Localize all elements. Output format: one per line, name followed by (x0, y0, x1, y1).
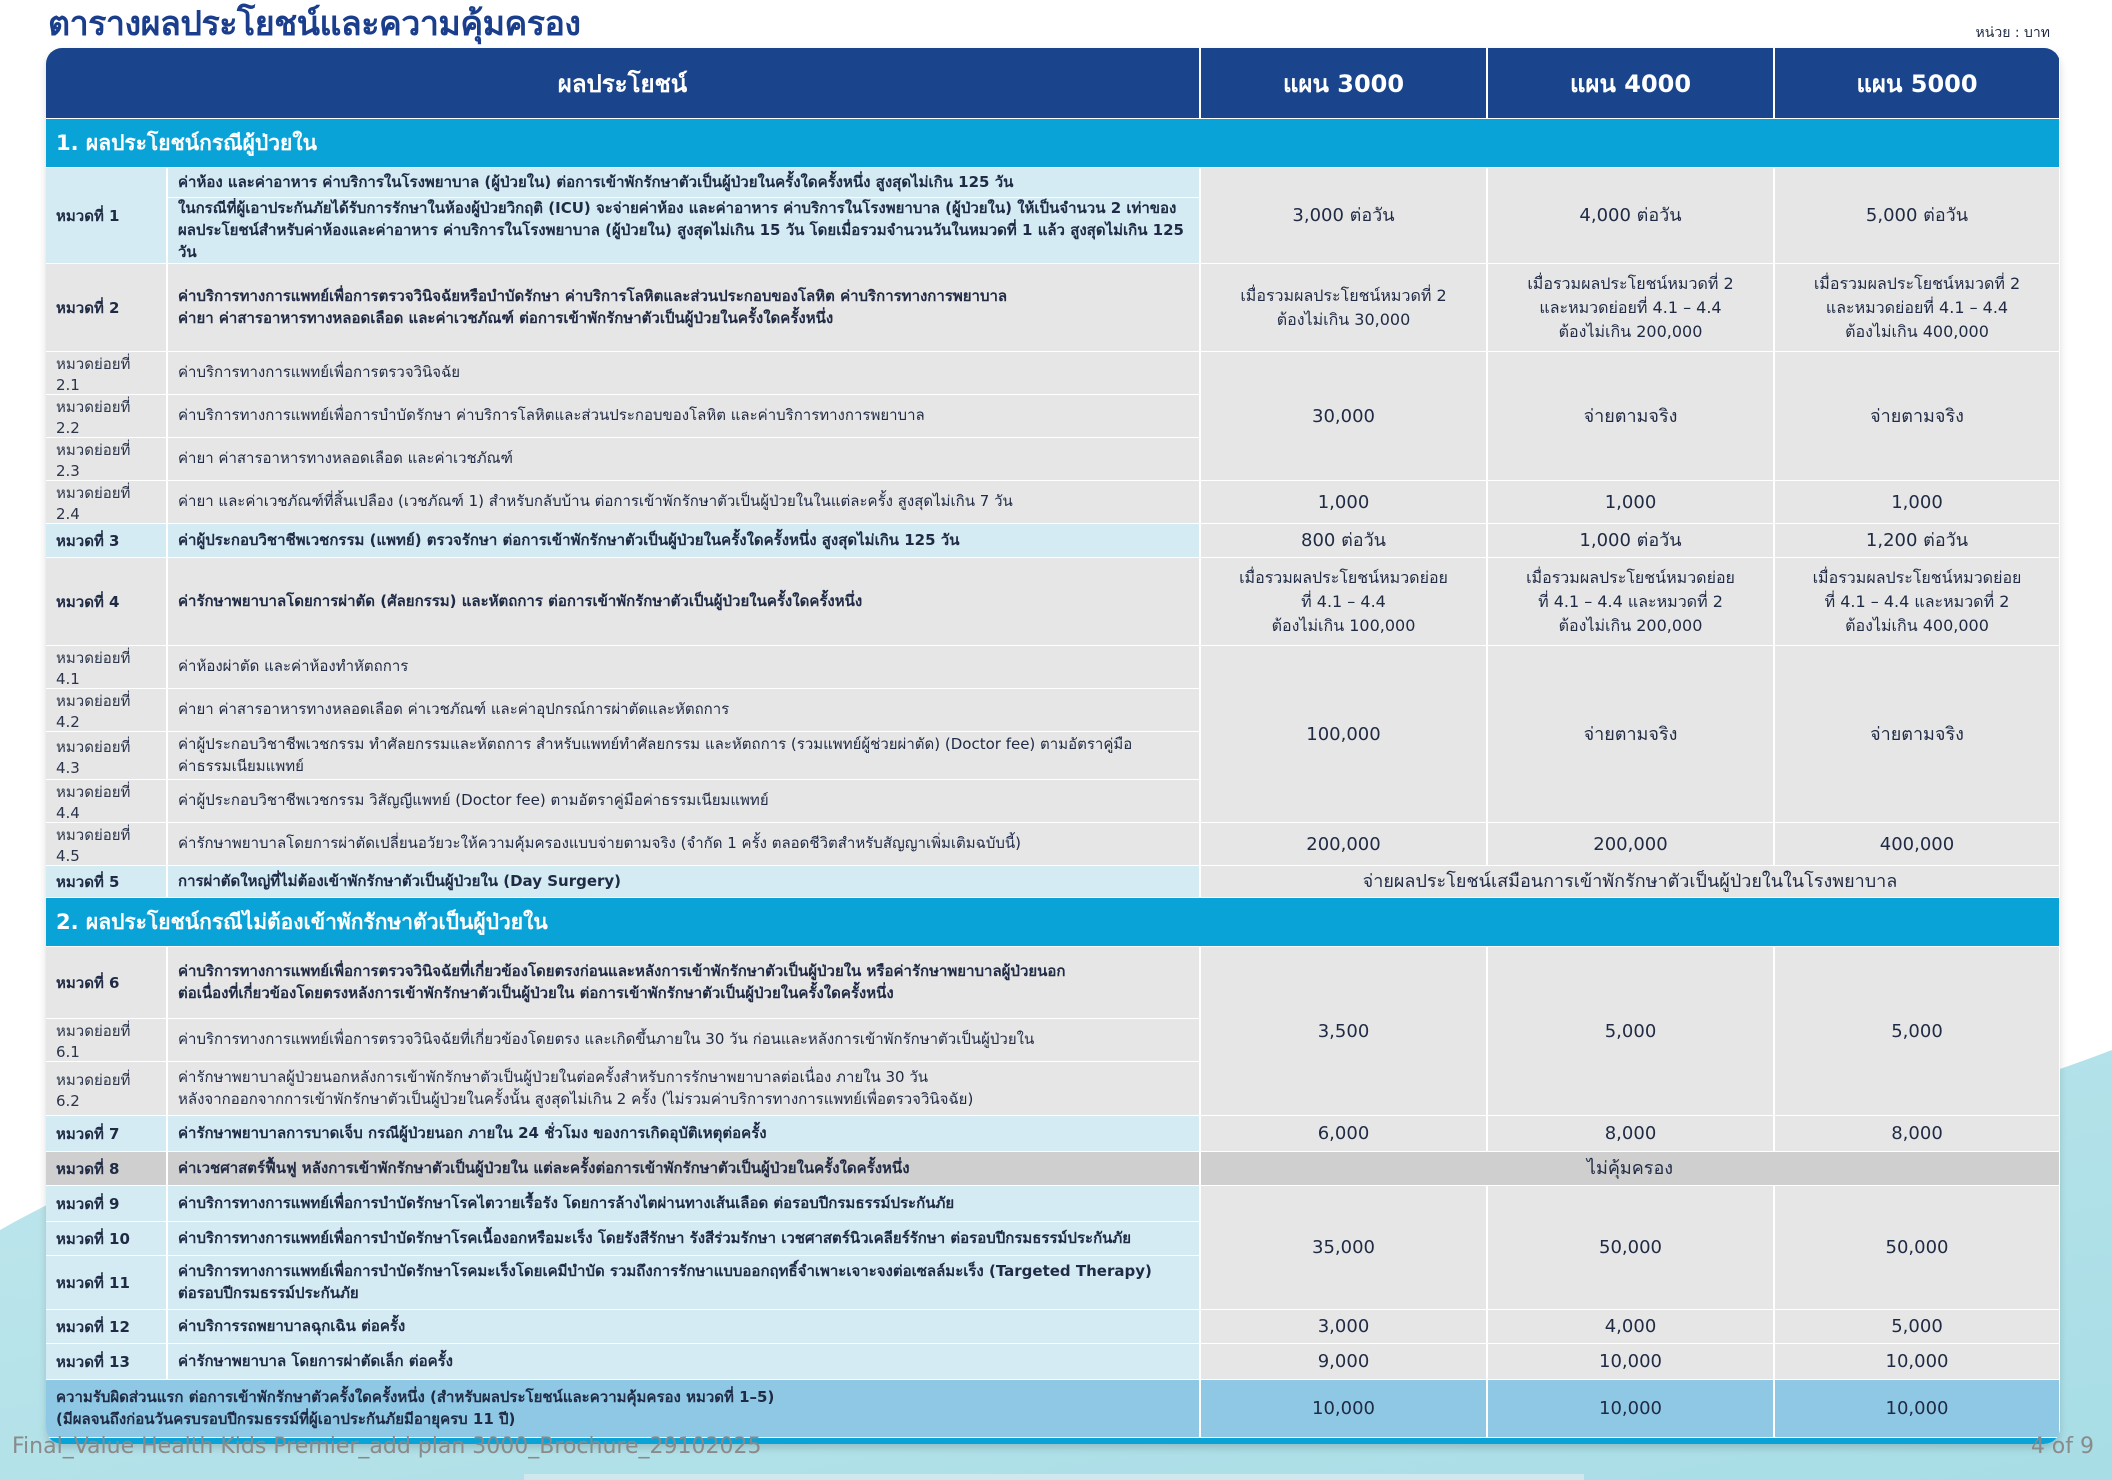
header-plan-4000: แผน 4000 (1487, 48, 1774, 119)
category-label: หมวดที่ 9 (46, 1186, 167, 1222)
category-label: หมวดที่ 4 (46, 558, 167, 646)
row-description-line: ผลประโยชน์สำหรับค่าห้องและค่าอาหาร ค่าบริการในโรงพยาบาล (ผู้ป่วยใน) สูงสุดไม่เกิน 15 วัน โดยเมื่อรวมจำนวนวันในหมวดที่ 1 แล้ว สูงสุดไม่เกิน 125 วัน (178, 220, 1184, 261)
table-row (46, 947, 2060, 1019)
page-indicator: 4 of 9 (2030, 1434, 2094, 1459)
value-line: และหมวดย่อยที่ 4.1 – 4.4 (1825, 297, 2009, 317)
row-description: ค่ารักษาพยาบาล โดยการผ่าตัดเล็ก ต่อครั้ง (167, 1344, 1200, 1380)
row-description: ค่ารักษาพยาบาลโดยการผ่าตัดเปลี่ยนอวัยวะให้ความคุ้มครองแบบจ่ายตามจริง (จำกัด 1 ครั้ง ตลอดชีวิตสำหรับสัญญาเพิ่มเติมฉบับนี้) (167, 823, 1200, 866)
table-row (46, 352, 2060, 395)
value-line: ที่ 4.1 – 4.4 และหมวดที่ 2 (1824, 591, 2010, 611)
table-row (46, 1310, 2060, 1344)
row-description-line: ค่าผู้ประกอบวิชาชีพเวชกรรม ทำศัลยกรรมและหัตถการ สำหรับแพทย์ทำศัลยกรรม และหัตถการ (รวมแพทย์ผู้ช่วยผ่าตัด) (Doctor fee) ตามอัตราคู่มือ (178, 735, 1133, 753)
table-row (46, 168, 2060, 198)
subcategory-label: หมวดย่อยที่ 2.3 (46, 438, 167, 481)
row-description: ค่าห้อง และค่าอาหาร ค่าบริการในโรงพยาบาล (ผู้ป่วยใน) ต่อการเข้าพักรักษาตัวเป็นผู้ป่วยในครั้งใดครั้งหนึ่ง สูงสุดไม่เกิน 125 วัน (167, 168, 1200, 198)
row-description (167, 732, 1200, 780)
row-value (1774, 558, 2060, 646)
row-description: ค่ายา ค่าสารอาหารทางหลอดเลือด ค่าเวชภัณฑ์ และค่าอุปกรณ์การผ่าตัดและหัตถการ (167, 689, 1200, 732)
row-description-line: ค่ายา ค่าสารอาหารทางหลอดเลือด และค่าเวชภัณฑ์ ต่อการเข้าพักรักษาตัวเป็นผู้ป่วยในครั้งใดครั้งหนึ่ง (178, 308, 834, 327)
row-value-merged: ไม่คุ้มครอง (1200, 1152, 2060, 1186)
row-description-line: (มีผลจนถึงก่อนวันครบรอบปีกรมธรรม์ที่ผู้เอาประกันภัยมีอายุครบ 11 ปี) (56, 1409, 516, 1428)
row-value: 10,000 (1774, 1344, 2060, 1380)
row-description-line: ค่ารักษาพยาบาลผู้ป่วยนอกหลังการเข้าพักรักษาตัวเป็นผู้ป่วยในต่อครั้งสำหรับการรักษาพยาบาลต่อเนื่อง ภายใน 30 วัน (178, 1068, 929, 1086)
row-value: 200,000 (1200, 823, 1487, 866)
row-value: 5,000 ต่อวัน (1774, 168, 2060, 264)
value-line: เมื่อรวมผลประโยชน์หมวดที่ 2 (1527, 273, 1734, 293)
row-description: ค่าผู้ประกอบวิชาชีพเวชกรรม (แพทย์) ตรวจรักษา ต่อการเข้าพักรักษาตัวเป็นผู้ป่วยในครั้งใดครั้งหนึ่ง สูงสุดไม่เกิน 125 วัน (167, 524, 1200, 558)
row-value: 5,000 (1774, 947, 2060, 1116)
row-description: ค่ายา ค่าสารอาหารทางหลอดเลือด และค่าเวชภัณฑ์ (167, 438, 1200, 481)
row-description-line: ต่อรอบปีกรมธรรม์ประกันภัย (178, 1283, 359, 1302)
category-label: หมวดที่ 10 (46, 1222, 167, 1256)
table-row (46, 524, 2060, 558)
category-label: หมวดที่ 8 (46, 1152, 167, 1186)
row-description (167, 198, 1200, 264)
row-description (167, 1256, 1200, 1310)
row-description: ค่ารักษาพยาบาลโดยการผ่าตัด (ศัลยกรรม) และหัตถการ ต่อการเข้าพักรักษาตัวเป็นผู้ป่วยในครั้งใดครั้งหนึ่ง (167, 558, 1200, 646)
row-description (167, 947, 1200, 1019)
value-line: ต้องไม่เกิน 200,000 (1558, 321, 1703, 341)
row-value: 50,000 (1487, 1186, 1774, 1310)
row-description-line: ความรับผิดส่วนแรก ต่อการเข้าพักรักษาตัวครั้งใดครั้งหนึ่ง (สำหรับผลประโยชน์และความคุ้มครอง หมวดที่ 1–5) (56, 1388, 775, 1406)
footer-filename: Final_Value Health Kids Premier_add plan 3000_Brochure_29102025 (12, 1434, 762, 1459)
row-description: ค่าบริการทางการแพทย์เพื่อการบำบัดรักษา ค่าบริการโลหิตและส่วนประกอบของโลหิต และค่าบริการทางการพยาบาล (167, 395, 1200, 438)
table-row (46, 1344, 2060, 1380)
subcategory-label: หมวดย่อยที่ 2.2 (46, 395, 167, 438)
table-row (46, 558, 2060, 646)
row-description-line: ค่าบริการทางการแพทย์เพื่อการบำบัดรักษาโรคมะเร็งโดยเคมีบำบัด รวมถึงการรักษาแบบออกฤทธิ์จำเพาะเจาะจงต่อเซลล์มะเร็ง (Targeted Therapy) (178, 1262, 1152, 1280)
row-value: 5,000 (1774, 1310, 2060, 1344)
row-value-merged: จ่ายผลประโยชน์เสมือนการเข้าพักรักษาตัวเป็นผู้ป่วยในในโรงพยาบาล (1200, 866, 2060, 898)
value-line: เมื่อรวมผลประโยชน์หมวดย่อย (1526, 567, 1735, 587)
value-line: เมื่อรวมผลประโยชน์หมวดที่ 2 (1240, 285, 1447, 305)
row-description: ค่ายา และค่าเวชภัณฑ์ที่สิ้นเปลือง (เวชภัณฑ์ 1) สำหรับกลับบ้าน ต่อการเข้าพักรักษาตัวเป็นผู้ป่วยในในแต่ละครั้ง สูงสุดไม่เกิน 7 วัน (167, 481, 1200, 524)
row-value: 5,000 (1487, 947, 1774, 1116)
category-label: หมวดที่ 13 (46, 1344, 167, 1380)
bottom-strip (524, 1474, 1584, 1480)
subcategory-label: หมวดย่อยที่ 6.2 (46, 1062, 167, 1116)
row-value: 4,000 ต่อวัน (1487, 168, 1774, 264)
table-header-row (46, 48, 2060, 119)
value-line: ต้องไม่เกิน 100,000 (1271, 615, 1416, 635)
row-description: ค่าบริการทางการแพทย์เพื่อการตรวจวินิจฉัย (167, 352, 1200, 395)
subcategory-label: หมวดย่อยที่ 4.3 (46, 732, 167, 780)
row-value: 4,000 (1487, 1310, 1774, 1344)
row-value: จ่ายตามจริง (1487, 352, 1774, 481)
value-line: ต้องไม่เกิน 400,000 (1845, 615, 1989, 635)
row-value: จ่ายตามจริง (1774, 646, 2060, 823)
row-value: 8,000 (1487, 1116, 1774, 1152)
row-value: 3,000 (1200, 1310, 1487, 1344)
subcategory-label: หมวดย่อยที่ 2.1 (46, 352, 167, 395)
row-description: ค่าบริการทางการแพทย์เพื่อการบำบัดรักษาโรคเนื้องอกหรือมะเร็ง โดยรังสีรักษา รังสีร่วมรักษา เวชศาสตร์นิวเคลียร์รักษา ต่อรอบปีกรมธรรม์ประกันภัย (167, 1222, 1200, 1256)
row-description: ค่าบริการทางการแพทย์เพื่อการตรวจวินิจฉัยที่เกี่ยวข้องโดยตรง และเกิดขึ้นภายใน 30 วัน ก่อนและหลังการเข้าพักรักษาตัวเป็นผู้ป่วยใน (167, 1019, 1200, 1062)
row-value: 1,000 (1487, 481, 1774, 524)
category-label: หมวดที่ 7 (46, 1116, 167, 1152)
row-value: 8,000 (1774, 1116, 2060, 1152)
row-description: ค่าเวชศาสตร์ฟื้นฟู หลังการเข้าพักรักษาตัวเป็นผู้ป่วยใน แต่ละครั้งต่อการเข้าพักรักษาตัวเป็นผู้ป่วยในครั้งใดครั้งหนึ่ง (167, 1152, 1200, 1186)
row-value: 10,000 (1487, 1344, 1774, 1380)
row-description: ค่าบริการทางการแพทย์เพื่อการบำบัดรักษาโรคไตวายเรื้อรัง โดยการล้างไตผ่านทางเส้นเลือด ต่อรอบปีกรมธรรม์ประกันภัย (167, 1186, 1200, 1222)
table-row (46, 823, 2060, 866)
row-value: 1,000 (1774, 481, 2060, 524)
row-value: 1,200 ต่อวัน (1774, 524, 2060, 558)
subcategory-label: หมวดย่อยที่ 4.4 (46, 780, 167, 823)
category-label: หมวดที่ 12 (46, 1310, 167, 1344)
row-value: 3,500 (1200, 947, 1487, 1116)
row-value: 100,000 (1200, 646, 1487, 823)
row-value: 35,000 (1200, 1186, 1487, 1310)
category-label: หมวดที่ 1 (46, 168, 167, 264)
row-value: 9,000 (1200, 1344, 1487, 1380)
row-description-line: ในกรณีที่ผู้เอาประกันภัยได้รับการรักษาในห้องผู้ป่วยวิกฤติ (ICU) จะจ่ายค่าห้อง และค่าอาหาร ค่าบริการในโรงพยาบาล (ผู้ป่วยใน) ให้เป็นจำนวน 2 เท่าของ (178, 199, 1177, 217)
row-value: 6,000 (1200, 1116, 1487, 1152)
row-description: การผ่าตัดใหญ่ที่ไม่ต้องเข้าพักรักษาตัวเป็นผู้ป่วยใน (Day Surgery) (167, 866, 1200, 898)
deductible-description (46, 1380, 1200, 1438)
row-description-line: ค่าธรรมเนียมแพทย์ (178, 756, 304, 775)
section-row (46, 119, 2060, 168)
row-value: 10,000 (1774, 1380, 2060, 1438)
category-label: หมวดที่ 5 (46, 866, 167, 898)
table-row (46, 866, 2060, 898)
subcategory-label: หมวดย่อยที่ 4.5 (46, 823, 167, 866)
row-value: 30,000 (1200, 352, 1487, 481)
value-line: ต้องไม่เกิน 200,000 (1558, 615, 1703, 635)
unit-note: หน่วย : บาท (1975, 25, 2050, 41)
value-line: เมื่อรวมผลประโยชน์หมวดย่อย (1239, 567, 1448, 587)
subcategory-label: หมวดย่อยที่ 4.1 (46, 646, 167, 689)
table-row (46, 1152, 2060, 1186)
table-row (46, 1380, 2060, 1438)
value-line: ต้องไม่เกิน 30,000 (1276, 309, 1411, 329)
table-row (46, 264, 2060, 352)
category-label: หมวดที่ 2 (46, 264, 167, 352)
row-description-line: หลังจากออกจากการเข้าพักรักษาตัวเป็นผู้ป่วยในครั้งนั้น สูงสุดไม่เกิน 2 ครั้ง (ไม่รวมค่าบริการทางการแพทย์เพื่อตรวจวินิจฉัย) (178, 1089, 974, 1108)
row-description-line: ค่าบริการทางการแพทย์เพื่อการตรวจวินิจฉัยที่เกี่ยวข้องโดยตรงก่อนและหลังการเข้าพักรักษาตัวเป็นผู้ป่วยใน หรือค่ารักษาพยาบาลผู้ป่วยนอก (178, 962, 1066, 980)
row-value: จ่ายตามจริง (1487, 646, 1774, 823)
row-description: ค่าผู้ประกอบวิชาชีพเวชกรรม วิสัญญีแพทย์ (Doctor fee) ตามอัตราคู่มือค่าธรรมเนียมแพทย์ (167, 780, 1200, 823)
row-value (1487, 264, 1774, 352)
row-description-line: ต่อเนื่องที่เกี่ยวข้องโดยตรงหลังการเข้าพักรักษาตัวเป็นผู้ป่วยใน ต่อการเข้าพักรักษาตัวเป็นผู้ป่วยในครั้งใดครั้งหนึ่ง (178, 983, 894, 1002)
header-benefit: ผลประโยชน์ (46, 48, 1200, 119)
category-label: หมวดที่ 11 (46, 1256, 167, 1310)
page-title: ตารางผลประโยชน์และความคุ้มครอง (48, 4, 581, 44)
row-value (1487, 558, 1774, 646)
row-value: 10,000 (1200, 1380, 1487, 1438)
section-title-inpatient: 1. ผลประโยชน์กรณีผู้ป่วยใน (46, 119, 2060, 168)
row-value: 10,000 (1487, 1380, 1774, 1438)
benefits-table-container (46, 48, 2060, 1444)
row-value: 1,000 ต่อวัน (1487, 524, 1774, 558)
value-line: ที่ 4.1 – 4.4 (1301, 591, 1386, 611)
row-value (1200, 264, 1487, 352)
row-description: ค่ารักษาพยาบาลการบาดเจ็บ กรณีผู้ป่วยนอก ภายใน 24 ชั่วโมง ของการเกิดอุบัติเหตุต่อครั้ง (167, 1116, 1200, 1152)
row-value: จ่ายตามจริง (1774, 352, 2060, 481)
table-row (46, 481, 2060, 524)
value-line: เมื่อรวมผลประโยชน์หมวดย่อย (1812, 567, 2022, 587)
value-line: ที่ 4.1 – 4.4 และหมวดที่ 2 (1538, 591, 1723, 611)
row-value: 50,000 (1774, 1186, 2060, 1310)
row-value: 200,000 (1487, 823, 1774, 866)
row-value: 800 ต่อวัน (1200, 524, 1487, 558)
table-row (46, 646, 2060, 689)
table-row (46, 1116, 2060, 1152)
section-row (46, 898, 2060, 947)
section-title-outpatient: 2. ผลประโยชน์กรณีไม่ต้องเข้าพักรักษาตัวเป็นผู้ป่วยใน (46, 898, 2060, 947)
row-value: 3,000 ต่อวัน (1200, 168, 1487, 264)
row-value: 1,000 (1200, 481, 1487, 524)
row-description (167, 264, 1200, 352)
row-description: ค่าห้องผ่าตัด และค่าห้องทำหัตถการ (167, 646, 1200, 689)
header-plan-5000: แผน 5000 (1774, 48, 2060, 119)
subcategory-label: หมวดย่อยที่ 2.4 (46, 481, 167, 524)
category-label: หมวดที่ 6 (46, 947, 167, 1019)
value-line: และหมวดย่อยที่ 4.1 – 4.4 (1539, 297, 1722, 317)
row-value: 400,000 (1774, 823, 2060, 866)
row-description-line: ค่าบริการทางการแพทย์เพื่อการตรวจวินิจฉัยหรือบำบัดรักษา ค่าบริการโลหิตและส่วนประกอบของโลหิต ค่าบริการทางการพยาบาล (178, 287, 1008, 305)
row-value (1200, 558, 1487, 646)
benefits-table (46, 48, 2060, 1444)
table-row (46, 1186, 2060, 1222)
header-plan-3000: แผน 3000 (1200, 48, 1487, 119)
value-line: เมื่อรวมผลประโยชน์หมวดที่ 2 (1813, 273, 2021, 293)
subcategory-label: หมวดย่อยที่ 6.1 (46, 1019, 167, 1062)
row-description (167, 1062, 1200, 1116)
value-line: ต้องไม่เกิน 400,000 (1845, 321, 1989, 341)
subcategory-label: หมวดย่อยที่ 4.2 (46, 689, 167, 732)
row-description: ค่าบริการรถพยาบาลฉุกเฉิน ต่อครั้ง (167, 1310, 1200, 1344)
row-value (1774, 264, 2060, 352)
category-label: หมวดที่ 3 (46, 524, 167, 558)
